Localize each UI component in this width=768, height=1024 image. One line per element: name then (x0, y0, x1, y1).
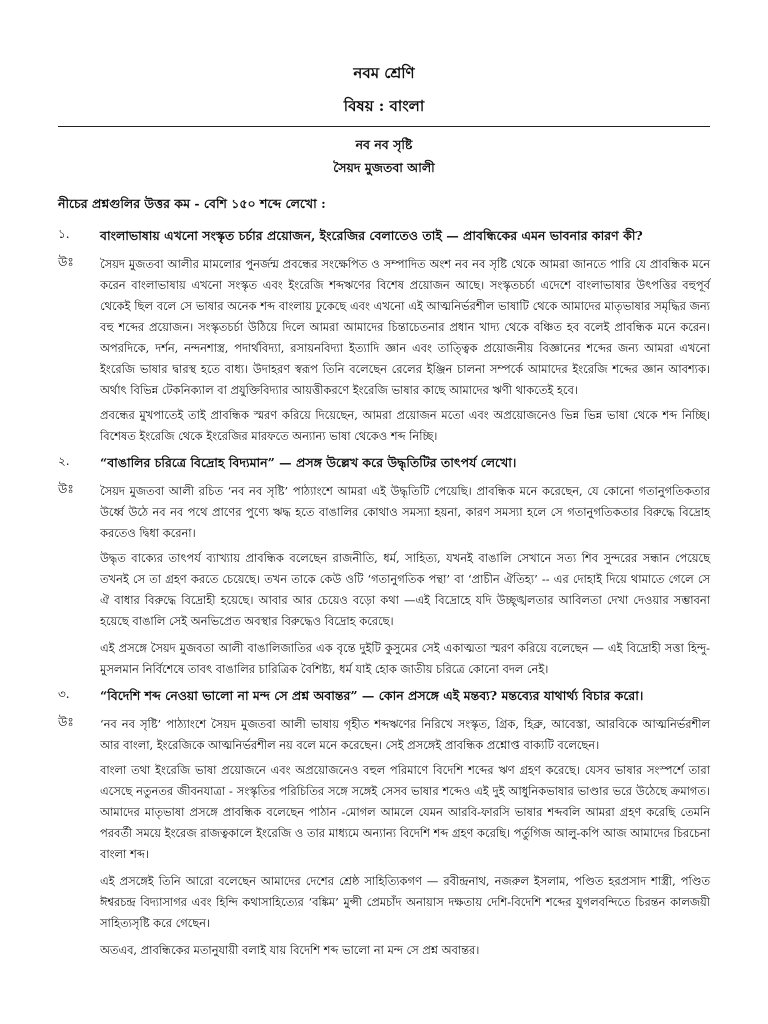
answer-2-continued (58, 548, 710, 632)
subject-title: বিষয় : বাংলা (343, 97, 425, 115)
answer-2 (58, 481, 710, 544)
instruction-text: নীচের প্রশ্নগুলির উত্তর কম - বেশি ১৫০ শব্দে লেখো : (58, 196, 326, 211)
answer-paragraph: উদ্ধৃত বাক্যের তাৎপর্য ব্যাখ্যায় প্রাবন্ধিক বলেছেন রাজনীতি, ধর্ম, সাহিত্য, যখনই বাঙালি সেখানে সত্য শিব সুন্দরের সন্ধান পেয়েছে তখনই সে তা গ্রহণ করতে চেয়েছে। তখন তাকে কেউ ওটি ‘গতানুগতিক পন্থা’ বা ‘প্রাচীন ঐতিহ্য’ -- এর দোহাই দিয়ে থামাতে গেলে সে ঐ বাধার বিরুদ্ধে বিদ্রোহী হয়েছে। আবার আর চেয়েও বড়ো কথা —এই বিদ্রোহে যদি উচ্ছৃঙ্খলতার আবিলতা দেখা দেওয়ার সম্ভাবনা হয়েছে বাঙালি সেই অনভিপ্রেত অবস্থার বিরুদ্ধেও বিদ্রোহ করেছে। (100, 551, 710, 628)
answer-paragraph: এই প্রসঙ্গে সৈয়দ মুজবতা আলী বাঙালিজাতির এক বৃন্তে দুইটি কুসুমের সেই একাত্মতা স্মরণ করিয়ে বলেছেন — এই বিদ্রোহী সত্তা হিন্দু-মুসলমান নির্বিশেষে তাবৎ বাঙালির চারিত্রিক বৈশিষ্ট্য, ধর্ম যাই হোক জাতীয় চরিত্রে কোনো বদল নেই। (100, 641, 710, 676)
answer-label: উঃ (58, 482, 74, 496)
answer-3-continued (58, 940, 710, 961)
class-title: নবম শ্রেণি (353, 64, 415, 82)
answer-3 (58, 714, 710, 756)
answer-1 (58, 254, 710, 401)
answer-paragraph: বাংলা তথা ইংরেজি ভাষা প্রয়োজনে এবং অপ্রয়োজনেও বহুল পরিমাণে বিদেশি শব্দের ঋণ গ্রহণ করেছে। যেসব ভাষার সংস্পর্শে তারা এসেছে নতুনতর জীবনযাত্রা - সংস্কৃতির পরিচিতির সঙ্গে সঙ্গেই সেসব ভাষার শব্দেও এই দুই আধুনিকভাষার ভাণ্ডার ভরে উঠেছে ক্রমাগত। আমাদের মাতৃভাষা প্রসঙ্গে প্রাবন্ধিক বলেছেন পাঠান -মোগল আমলে যেমন আরবি-ফারসি ভাষার শব্দবলি আমরা গ্রহণ করেছি তেমনি পরবর্তী সময়ে ইংরেজ রাজত্বকালে ইংরেজি ও তার মাধ্যমে অন্যান্য বিদেশি শব্দ গ্রহণ করেছি। পর্তুগিজ আলু-কপি আজ আমাদের চিরচেনা বাংলা শব্দ। (100, 763, 710, 861)
answer-paragraph: সৈয়দ মুজতবা আলী রচিত ‘নব নব সৃষ্টি’ পাঠ্যাংশে আমরা এই উদ্ধৃতিটি পেয়েছি। প্রাবন্ধিক মনে করেছেন, যে কোনো গতানুগতিকতার উর্ধ্বে উঠে নব নব পথে প্রাণের পুণ্যে ঋদ্ধ হতে বাঙালির কোথাও সমস্যা হয়না, কারণ সমস্যা হলে সে গতানুগতিকতার বিরুদ্ধে বিদ্রোহ করতেও দ্বিধা করেনা। (100, 484, 710, 540)
question-text: “বাঙালির চরিত্রে বিদ্রোহ বিদ্যমান” — প্রসঙ্গ উল্লেখ করে উদ্ধৃতিটির তাৎপর্য লেখো। (100, 455, 517, 470)
answer-3-continued (58, 760, 710, 865)
question-number: ১. (58, 227, 70, 241)
answer-2-continued (58, 638, 710, 680)
header-divider (58, 126, 710, 127)
lesson-title: নব নব সৃষ্টি (355, 137, 413, 152)
answer-paragraph: প্রবন্ধের মুখপাতেই তাই প্রাবন্ধিক স্মরণ করিয়ে দিয়েছেন, আমরা প্রয়োজন মতো এবং অপ্রয়োজনেও ভিন্ন ভিন্ন ভাষা থেকে শব্দ নিচ্ছি। বিশেষত ইংরেজি থেকে ইংরেজির মারফতে অন্যান্য ভাষা থেকেও শব্দ নিচ্ছি। (100, 408, 710, 443)
question-number: ৩. (58, 687, 70, 701)
answer-3-continued (58, 871, 710, 934)
answer-paragraph: ‘নব নব সৃষ্টি’ পাঠ্যাংশে সৈয়দ মুজতবা আলী ভাষায় গৃহীত শব্দঋণের নিরিখে সংস্কৃত, গ্রিক, হিব্রু, আবেস্তা, আরবিকে আত্মনির্ভরশীল আর বাংলা, ইংরেজিকে আত্মনির্ভরশীল নয় বলে মনে করেছেন। সেই প্রসঙ্গেই প্রাবন্ধিক প্রশ্নোপ্ত বাক্যটি বলেছেন। (100, 717, 710, 752)
question-number: ২. (58, 454, 70, 468)
question-text: “বিদেশি শব্দ নেওয়া ভালো না মন্দ সে প্রশ্ন অবান্তর” — কোন প্রসঙ্গে এই মন্তব্য? মন্তব্যের যাথার্থ্য বিচার করো। (100, 688, 644, 703)
question-3 (58, 686, 710, 706)
answer-label: উঃ (58, 715, 74, 729)
answer-1-continued (58, 405, 710, 447)
answer-paragraph: অতএব, প্রাবন্ধিকের মতানুযায়ী বলাই যায় বিদেশি শব্দ ভালো না মন্দ সে প্রশ্ন অবান্তর। (100, 943, 480, 957)
question-2 (58, 453, 710, 473)
question-1 (58, 226, 710, 246)
author-name: সৈয়দ মুজতবা আলী (333, 160, 435, 175)
answer-paragraph: এই প্রসঙ্গেই তিনি আরো বলেছেন আমাদের দেশের শ্রেষ্ঠ সাহিত্যিকগণ — রবীন্দ্রনাথ, নজরুল ইসলাম, পণ্ডিত হরপ্রসাদ শাস্ত্রী, পণ্ডিত ঈশ্বরচন্দ্র বিদ্যাসাগর এবং হিন্দি কথাসাহিত্যের ‘বঙ্কিম’ মুন্সী প্রেমচাঁদ অনায়াস দক্ষতায় দেশি-বিদেশি শব্দের যুগলবন্দিতে চিরন্তন কালজয়ী সাহিত্যসৃষ্টি করে গেছেন। (100, 874, 710, 930)
answer-paragraph: সৈয়দ মুজতবা আলীর মামলোর পুনর্জন্ম প্রবন্ধের সংক্ষেপিত ও সম্পাদিত অংশ নব নব সৃষ্টি থেকে আমরা জানতে পারি যে প্রাবন্ধিক মনে করেন বাংলাভাষায় এখনো সংস্কৃত এবং ইংরেজি শব্দঋণের বিশেষ প্রয়োজন আছে। সংস্কৃতচর্চা এদেশে বাংলাভাষার উৎপত্তির বহুপূর্ব থেকেই ছিল বলে সে ভাষার অনেক শব্দ বাংলায় ঢুকেছে এবং এখনো এই আত্মনির্ভরশীল ভাষাটি থেকে আমাদের মাতৃভাষার সমৃদ্ধির জন্য বহু শব্দের প্রয়োজন। সংস্কৃতচর্চা উঠিয়ে দিলে আমরা আমাদের চিন্তাচেতনার প্রধান খাদ্য থেকে বঞ্চিত হব বলেই প্রাবন্ধিক মনে করেন। অপরদিকে, দর্শন, নন্দনশাস্ত্র, পদার্থবিদ্যা, রসায়নবিদ্যা ইত্যাদি জ্ঞান এবং তাত্ত্বিক প্রয়োজনীয় বিজ্ঞানের শব্দের জন্য আমরা এখনো ইংরেজি ভাষার দ্বারস্থ হতে বাধ্য। উদাহরণ স্বরূপ তিনি বলেছেন রেলের ইঞ্জিন চালনা সম্পর্কে আমাদের ইংরেজি শব্দের জ্ঞান আবশ্যক। অর্থাৎ বিভিন্ন টেকনিক্যাল বা প্রযুক্তিবিদ্যার আয়ত্তীকরণে ইংরেজি ভাষার কাছে আমাদের ঋণী থাকতেই হবে। (100, 257, 710, 397)
answer-label: উঃ (58, 255, 74, 269)
question-text: বাংলাভাষায় এখনো সংস্কৃত চর্চার প্রয়োজন, ইংরেজির বেলাতেও তাই — প্রাবন্ধিকের এমন ভাবনার কারণ কী? (100, 228, 643, 243)
